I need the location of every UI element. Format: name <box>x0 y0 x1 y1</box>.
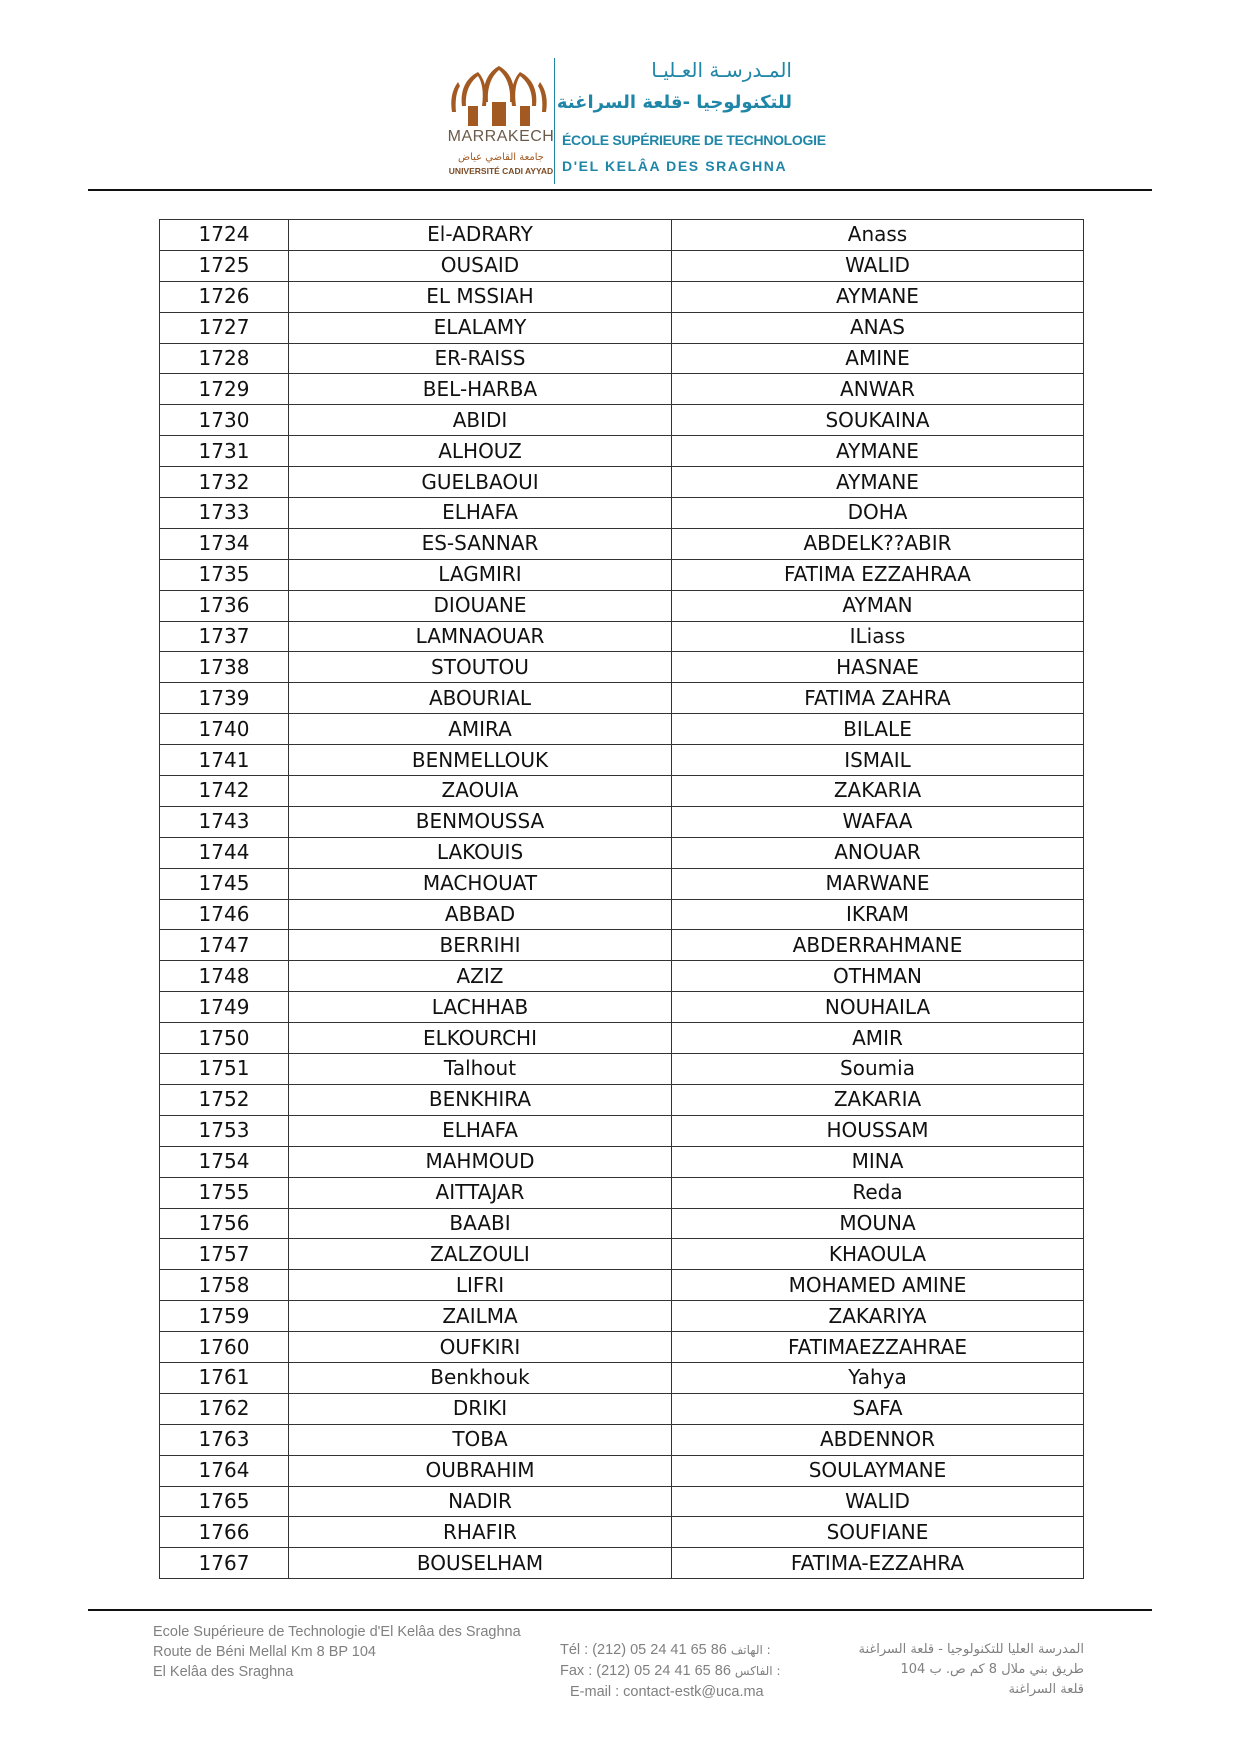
row-number-cell: 1729 <box>160 374 289 405</box>
row-number-cell: 1742 <box>160 776 289 807</box>
first-name-cell: KHAOULA <box>672 1239 1084 1270</box>
first-name-cell: FATIMAEZZAHRAE <box>672 1332 1084 1363</box>
school-name-ar-line2: للتكنولوجيا -قلعة السراغنة <box>556 92 792 113</box>
last-name-cell: ABBAD <box>289 899 672 930</box>
first-name-cell: ZAKARIYA <box>672 1301 1084 1332</box>
row-number-cell: 1731 <box>160 436 289 467</box>
last-name-cell: Talhout <box>289 1054 672 1085</box>
last-name-cell: BEL-HARBA <box>289 374 672 405</box>
row-number-cell: 1757 <box>160 1239 289 1270</box>
table-row <box>160 1548 1084 1579</box>
first-name-cell: FATIMA EZZAHRAA <box>672 559 1084 590</box>
footer-city: El Kelâa des Sraghna <box>153 1664 294 1680</box>
row-number-cell: 1738 <box>160 652 289 683</box>
first-name-cell: ZAKARIA <box>672 1084 1084 1115</box>
school-name-ar-line1: المـدرسـة العـليـا <box>651 58 792 82</box>
table-row <box>160 683 1084 714</box>
page-header <box>0 0 1241 195</box>
footer-address-ar <box>842 1640 1084 1700</box>
first-name-cell: SOULAYMANE <box>672 1455 1084 1486</box>
last-name-cell: ES-SANNAR <box>289 528 672 559</box>
table-row <box>160 1146 1084 1177</box>
row-number-cell: 1761 <box>160 1362 289 1393</box>
first-name-cell: AYMAN <box>672 590 1084 621</box>
table-row <box>160 806 1084 837</box>
last-name-cell: ZAILMA <box>289 1301 672 1332</box>
table-row <box>160 498 1084 529</box>
row-number-cell: 1762 <box>160 1393 289 1424</box>
first-name-cell: AYMANE <box>672 281 1084 312</box>
table-row <box>160 1115 1084 1146</box>
first-name-cell: WALID <box>672 250 1084 281</box>
row-number-cell: 1737 <box>160 621 289 652</box>
first-name-cell: Reda <box>672 1177 1084 1208</box>
table-row <box>160 436 1084 467</box>
last-name-cell: AITTAJAR <box>289 1177 672 1208</box>
first-name-cell: AYMANE <box>672 436 1084 467</box>
last-name-cell: DRIKI <box>289 1393 672 1424</box>
table-row <box>160 837 1084 868</box>
school-name-fr-line1: ÉCOLE SUPÉRIEURE DE TECHNOLOGIE <box>562 132 826 148</box>
last-name-cell: GUELBAOUI <box>289 467 672 498</box>
last-name-cell: AZIZ <box>289 961 672 992</box>
table-row <box>160 899 1084 930</box>
footer-tel: Tél : (212) 05 24 41 65 86 <box>560 1642 727 1658</box>
footer-fax-ar: : الفاكس <box>734 1664 781 1678</box>
student-table-body <box>160 220 1084 1579</box>
first-name-cell: SOUFIANE <box>672 1517 1084 1548</box>
first-name-cell: BILALE <box>672 714 1084 745</box>
row-number-cell: 1752 <box>160 1084 289 1115</box>
table-row <box>160 776 1084 807</box>
footer-ar-line1: المدرسة العليا للتكنولوجيا - قلعة السراغنة <box>858 1642 1084 1657</box>
first-name-cell: MOUNA <box>672 1208 1084 1239</box>
table-row <box>160 1239 1084 1270</box>
first-name-cell: ABDELK??ABIR <box>672 528 1084 559</box>
school-name-fr-line2: D'EL KELÂA DES SRAGHNA <box>562 158 788 174</box>
row-number-cell: 1756 <box>160 1208 289 1239</box>
footer-ar-line3: قلعة السراغنة <box>1008 1682 1084 1697</box>
table-row <box>160 405 1084 436</box>
table-row <box>160 1517 1084 1548</box>
table-row <box>160 992 1084 1023</box>
last-name-cell: BENMOUSSA <box>289 806 672 837</box>
last-name-cell: BENKHIRA <box>289 1084 672 1115</box>
row-number-cell: 1753 <box>160 1115 289 1146</box>
footer-email: E-mail : contact-estk@uca.ma <box>570 1684 764 1700</box>
row-number-cell: 1730 <box>160 405 289 436</box>
footer-school-name: Ecole Supérieure de Technologie d'El Kelâa des Sraghna <box>153 1624 521 1640</box>
row-number-cell: 1763 <box>160 1424 289 1455</box>
first-name-cell: HASNAE <box>672 652 1084 683</box>
row-number-cell: 1747 <box>160 930 289 961</box>
first-name-cell: ILiass <box>672 621 1084 652</box>
table-row <box>160 1270 1084 1301</box>
row-number-cell: 1726 <box>160 281 289 312</box>
last-name-cell: ELKOURCHI <box>289 1023 672 1054</box>
row-number-cell: 1767 <box>160 1548 289 1579</box>
row-number-cell: 1743 <box>160 806 289 837</box>
table-row <box>160 250 1084 281</box>
first-name-cell: ABDERRAHMANE <box>672 930 1084 961</box>
university-logo-icon <box>448 62 550 128</box>
table-row <box>160 1208 1084 1239</box>
last-name-cell: AMIRA <box>289 714 672 745</box>
first-name-cell: MINA <box>672 1146 1084 1177</box>
table-row <box>160 714 1084 745</box>
row-number-cell: 1732 <box>160 467 289 498</box>
first-name-cell: OTHMAN <box>672 961 1084 992</box>
last-name-cell: LIFRI <box>289 1270 672 1301</box>
table-row <box>160 1424 1084 1455</box>
footer-divider <box>88 1609 1152 1611</box>
footer-fax: Fax : (212) 05 24 41 65 86 <box>560 1663 731 1679</box>
first-name-cell: ISMAIL <box>672 745 1084 776</box>
last-name-cell: ZAOUIA <box>289 776 672 807</box>
first-name-cell: AYMANE <box>672 467 1084 498</box>
first-name-cell: Soumia <box>672 1054 1084 1085</box>
last-name-cell: LAGMIRI <box>289 559 672 590</box>
logo-city-label: MARRAKECH <box>447 128 555 145</box>
last-name-cell: RHAFIR <box>289 1517 672 1548</box>
row-number-cell: 1739 <box>160 683 289 714</box>
table-row <box>160 559 1084 590</box>
table-row <box>160 343 1084 374</box>
row-number-cell: 1751 <box>160 1054 289 1085</box>
first-name-cell: FATIMA ZAHRA <box>672 683 1084 714</box>
first-name-cell: Anass <box>672 220 1084 251</box>
footer-tel-line <box>560 1640 850 1661</box>
last-name-cell: ABOURIAL <box>289 683 672 714</box>
table-row <box>160 1084 1084 1115</box>
row-number-cell: 1741 <box>160 745 289 776</box>
last-name-cell: OUFKIRI <box>289 1332 672 1363</box>
table-row <box>160 1393 1084 1424</box>
last-name-cell: BERRIHI <box>289 930 672 961</box>
row-number-cell: 1758 <box>160 1270 289 1301</box>
table-row <box>160 1362 1084 1393</box>
last-name-cell: ELALAMY <box>289 312 672 343</box>
table-row <box>160 1332 1084 1363</box>
first-name-cell: AMINE <box>672 343 1084 374</box>
table-row <box>160 652 1084 683</box>
table-row <box>160 1455 1084 1486</box>
row-number-cell: 1755 <box>160 1177 289 1208</box>
last-name-cell: DIOUANE <box>289 590 672 621</box>
last-name-cell: EL MSSIAH <box>289 281 672 312</box>
row-number-cell: 1735 <box>160 559 289 590</box>
row-number-cell: 1759 <box>160 1301 289 1332</box>
header-divider <box>88 189 1152 191</box>
first-name-cell: NOUHAILA <box>672 992 1084 1023</box>
row-number-cell: 1766 <box>160 1517 289 1548</box>
row-number-cell: 1765 <box>160 1486 289 1517</box>
row-number-cell: 1760 <box>160 1332 289 1363</box>
table-row <box>160 528 1084 559</box>
last-name-cell: Benkhouk <box>289 1362 672 1393</box>
last-name-cell: ALHOUZ <box>289 436 672 467</box>
table-row <box>160 745 1084 776</box>
last-name-cell: ELHAFA <box>289 1115 672 1146</box>
table-row <box>160 1301 1084 1332</box>
table-row <box>160 1023 1084 1054</box>
row-number-cell: 1727 <box>160 312 289 343</box>
first-name-cell: WALID <box>672 1486 1084 1517</box>
row-number-cell: 1748 <box>160 961 289 992</box>
row-number-cell: 1750 <box>160 1023 289 1054</box>
first-name-cell: SOUKAINA <box>672 405 1084 436</box>
table-row <box>160 868 1084 899</box>
row-number-cell: 1734 <box>160 528 289 559</box>
logo-university-fr: UNIVERSITÉ CADI AYYAD <box>448 166 554 176</box>
first-name-cell: Yahya <box>672 1362 1084 1393</box>
first-name-cell: ANWAR <box>672 374 1084 405</box>
last-name-cell: OUBRAHIM <box>289 1455 672 1486</box>
footer-contact <box>560 1640 850 1703</box>
first-name-cell: MARWANE <box>672 868 1084 899</box>
last-name-cell: MACHOUAT <box>289 868 672 899</box>
first-name-cell: ANAS <box>672 312 1084 343</box>
footer-tel-ar: : الهاتف <box>730 1643 771 1657</box>
row-number-cell: 1744 <box>160 837 289 868</box>
last-name-cell: BAABI <box>289 1208 672 1239</box>
footer-fax-line <box>560 1661 850 1682</box>
footer-ar-line2: طريق بني ملال 8 كم ص. ب 104 <box>900 1662 1084 1677</box>
footer-street: Route de Béni Mellal Km 8 BP 104 <box>153 1644 377 1660</box>
table-row <box>160 961 1084 992</box>
row-number-cell: 1740 <box>160 714 289 745</box>
student-table <box>159 219 1084 1579</box>
row-number-cell: 1733 <box>160 498 289 529</box>
table-row <box>160 312 1084 343</box>
last-name-cell: ER-RAISS <box>289 343 672 374</box>
first-name-cell: WAFAA <box>672 806 1084 837</box>
row-number-cell: 1736 <box>160 590 289 621</box>
table-row <box>160 281 1084 312</box>
last-name-cell: El-ADRARY <box>289 220 672 251</box>
last-name-cell: STOUTOU <box>289 652 672 683</box>
row-number-cell: 1728 <box>160 343 289 374</box>
last-name-cell: OUSAID <box>289 250 672 281</box>
first-name-cell: HOUSSAM <box>672 1115 1084 1146</box>
row-number-cell: 1754 <box>160 1146 289 1177</box>
table-row <box>160 220 1084 251</box>
first-name-cell: ANOUAR <box>672 837 1084 868</box>
last-name-cell: BOUSELHAM <box>289 1548 672 1579</box>
last-name-cell: LAKOUIS <box>289 837 672 868</box>
row-number-cell: 1745 <box>160 868 289 899</box>
last-name-cell: ELHAFA <box>289 498 672 529</box>
table-row <box>160 1486 1084 1517</box>
table-row <box>160 621 1084 652</box>
table-row <box>160 467 1084 498</box>
last-name-cell: ZALZOULI <box>289 1239 672 1270</box>
first-name-cell: MOHAMED AMINE <box>672 1270 1084 1301</box>
first-name-cell: ABDENNOR <box>672 1424 1084 1455</box>
table-row <box>160 1054 1084 1085</box>
logo-divider <box>554 58 555 184</box>
first-name-cell: DOHA <box>672 498 1084 529</box>
last-name-cell: BENMELLOUK <box>289 745 672 776</box>
first-name-cell: SAFA <box>672 1393 1084 1424</box>
row-number-cell: 1749 <box>160 992 289 1023</box>
logo-university-ar: جامعة القاضي عياض <box>457 152 544 163</box>
first-name-cell: ZAKARIA <box>672 776 1084 807</box>
last-name-cell: NADIR <box>289 1486 672 1517</box>
last-name-cell: LACHHAB <box>289 992 672 1023</box>
table-row <box>160 1177 1084 1208</box>
footer-email-line <box>560 1682 850 1703</box>
first-name-cell: AMIR <box>672 1023 1084 1054</box>
last-name-cell: LAMNAOUAR <box>289 621 672 652</box>
row-number-cell: 1746 <box>160 899 289 930</box>
row-number-cell: 1764 <box>160 1455 289 1486</box>
table-row <box>160 590 1084 621</box>
last-name-cell: MAHMOUD <box>289 1146 672 1177</box>
first-name-cell: FATIMA-EZZAHRA <box>672 1548 1084 1579</box>
table-row <box>160 374 1084 405</box>
first-name-cell: IKRAM <box>672 899 1084 930</box>
last-name-cell: TOBA <box>289 1424 672 1455</box>
table-row <box>160 930 1084 961</box>
row-number-cell: 1725 <box>160 250 289 281</box>
row-number-cell: 1724 <box>160 220 289 251</box>
last-name-cell: ABIDI <box>289 405 672 436</box>
footer-address <box>153 1622 573 1682</box>
student-list <box>159 219 1083 1579</box>
